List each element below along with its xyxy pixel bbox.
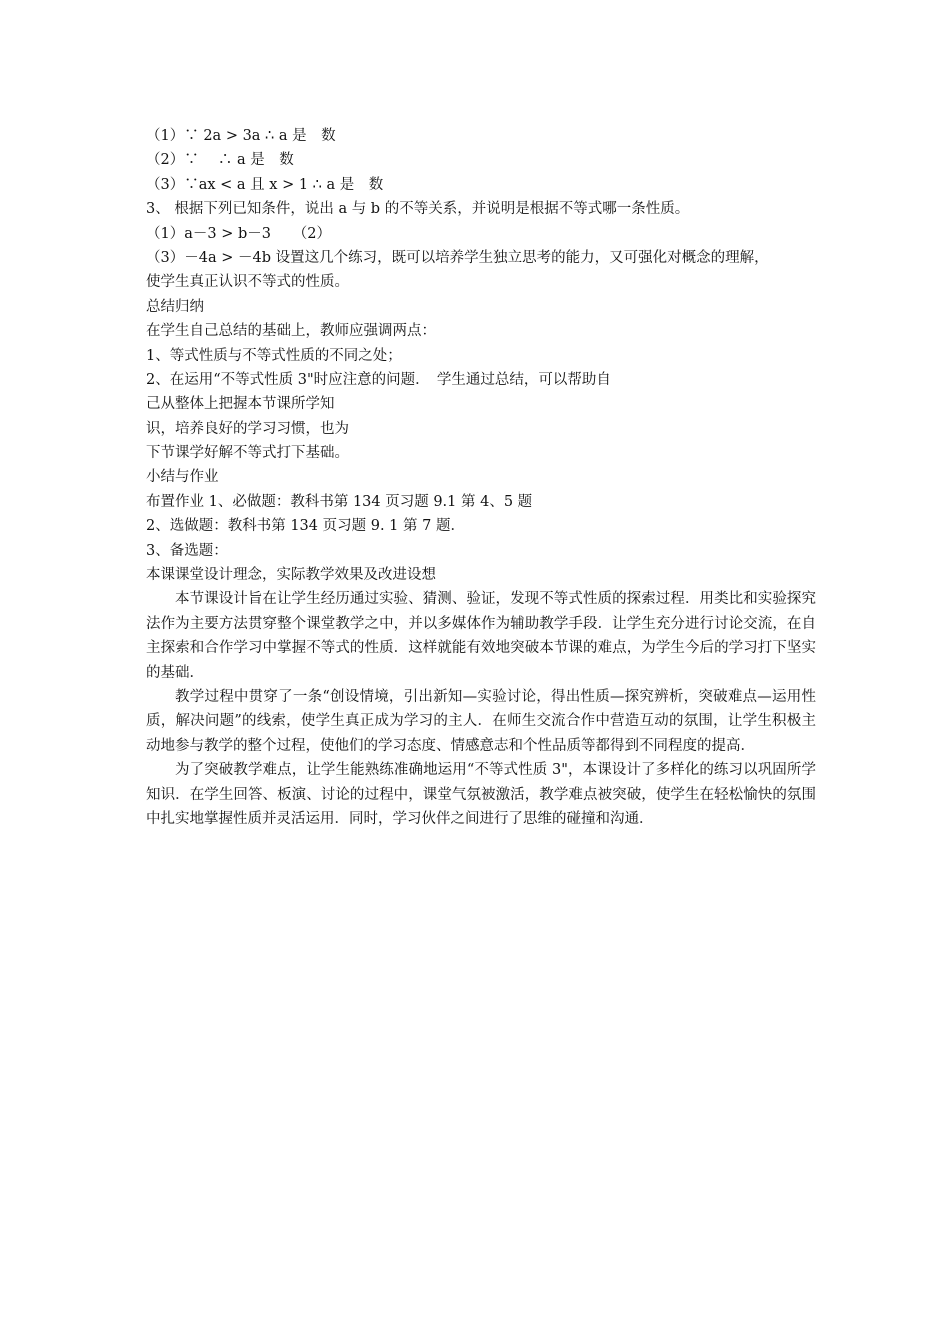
reflection-paragraph-1: 本节课设计旨在让学生经历通过实验、猜测、验证，发现不等式性质的探索过程．用类比和实验探究法作为主要方法贯穿整个课堂教学之中，并以多媒体作为辅助教学手段．让学生充分进行讨论交流，在自主探索和合作学习中掌握不等式的性质．这样就能有效地突破本节课的难点，为学生今后的学习打下坚实的基础． bbox=[146, 591, 816, 681]
homework-optional: 2、选做题：教科书第 134 页习题 9. 1 第 7 题． bbox=[146, 518, 465, 535]
exercise-line-6: 使学生真正认识不等式的性质。 bbox=[146, 274, 349, 291]
summary-intro: 在学生自己总结的基础上，教师应强调两点： bbox=[146, 323, 436, 340]
exercise-heading-3: 3、 根据下列已知条件，说出 a 与 b 的不等关系，并说明是根据不等式哪一条性质。 bbox=[146, 201, 690, 218]
homework-required: 布置作业 1、必做题：教科书第 134 页习题 9.1 第 4、5 题 bbox=[146, 493, 533, 510]
reflection-paragraph-2: 教学过程中贯穿了一条“创设情境，引出新知—实验讨论，得出性质—探究辨析，突破难点—运用性质，解决问题”的线索，使学生真正成为学习的主人．在师生交流合作中营造互动的氛围，让学生积极主动地参与教学的整个过程，使他们的学习态度、情感意志和个性品质等都得到不同程度的提高． bbox=[146, 689, 816, 754]
section-heading-reflection: 本课课堂设计理念，实际教学效果及改进设想 bbox=[146, 567, 436, 584]
summary-point-1: 1、等式性质与不等式性质的不同之处； bbox=[146, 347, 402, 364]
summary-continuation-1: 己从整体上把握本节课所学知 bbox=[146, 396, 335, 413]
summary-point-2: 2、在运用“不等式性质 3"时应注意的问题． 学生通过总结，可以帮助自 bbox=[146, 371, 611, 388]
section-heading-summary: 总结归纳 bbox=[146, 298, 204, 315]
section-heading-homework: 小结与作业 bbox=[146, 469, 219, 486]
exercise-line-1: （1）∵ 2a > 3a ∴ a 是 数 bbox=[146, 128, 336, 144]
document-body bbox=[146, 124, 816, 831]
exercise-line-3: （3）∵ax < a 且 x > 1 ∴ a 是 数 bbox=[146, 176, 384, 193]
exercise-line-2: （2）∵ ∴ a 是 数 bbox=[146, 152, 294, 169]
exercise-line-5: （3）－4a > －4b 设置这几个练习，既可以培养学生独立思考的能力，又可强化对概念的理解， bbox=[146, 249, 769, 266]
exercise-line-4: （1）a－3 > b－3 （2） bbox=[146, 225, 331, 242]
homework-backup: 3、备选题： bbox=[146, 542, 228, 559]
summary-continuation-3: 下节课学好解不等式打下基础。 bbox=[146, 445, 349, 462]
summary-continuation-2: 识，培养良好的学习习惯，也为 bbox=[146, 420, 349, 437]
reflection-paragraph-3: 为了突破教学难点，让学生能熟练准确地运用“不等式性质 3"，本课设计了多样化的练习以巩固所学知识．在学生回答、板演、讨论的过程中，课堂气氛被激活，教学难点被突破，使学生在轻松愉快的氛围中扎实地掌握性质并灵活运用．同时，学习伙伴之间进行了思维的碰撞和沟通． bbox=[146, 762, 816, 828]
